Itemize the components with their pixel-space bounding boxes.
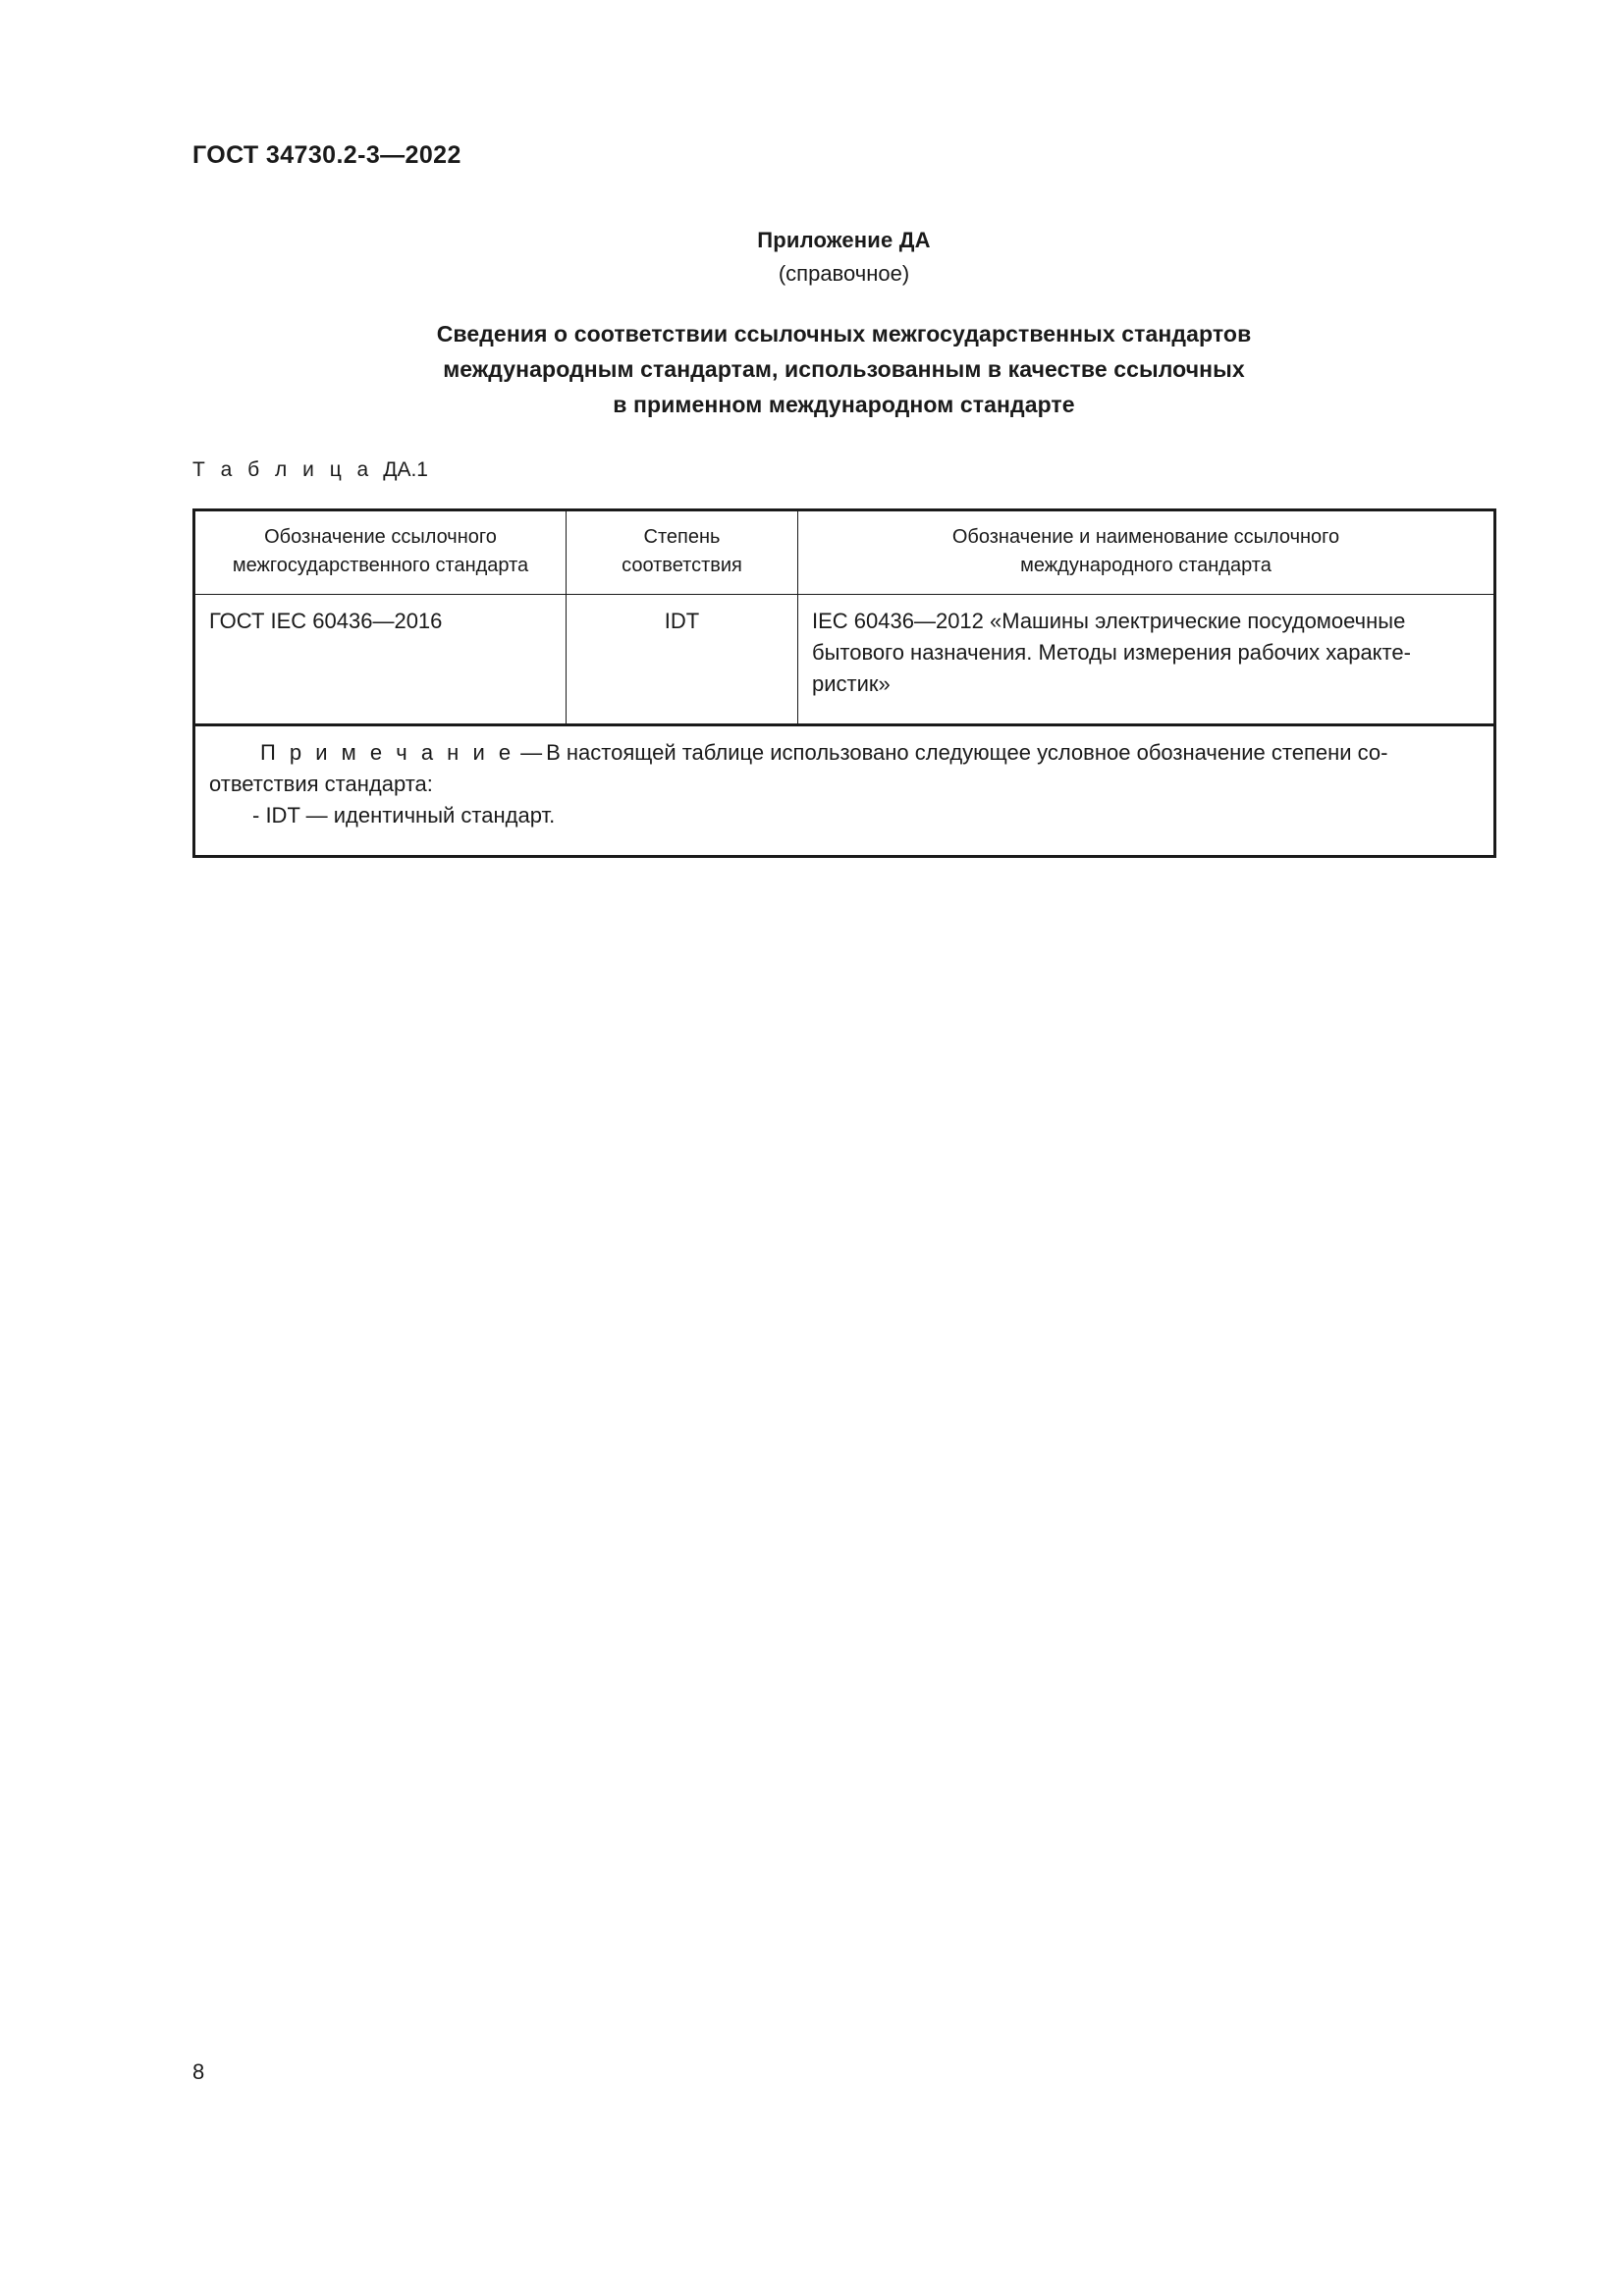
- cell-conformity-degree: IDT: [567, 595, 798, 725]
- table-note-row: [194, 725, 1495, 857]
- annex-heading-block: [192, 224, 1495, 291]
- running-header: ГОСТ 34730.2-3—2022: [192, 141, 461, 169]
- column-header-reference-standard-line-1: Обозначение ссылочного: [264, 526, 497, 548]
- column-header-conformity-degree-line-2: соответствия: [622, 555, 742, 576]
- column-header-conformity-degree-line-1: Степень: [643, 526, 721, 548]
- column-header-conformity-degree: [567, 510, 798, 595]
- annex-description-line-1: Сведения о соответствии ссылочных межгосударственных стандартов: [436, 321, 1252, 347]
- annex-description: [192, 316, 1495, 422]
- table-note: [194, 725, 1495, 857]
- annex-subtitle: (справочное): [778, 261, 910, 286]
- column-header-international-standard-line-2: международного стандарта: [1020, 555, 1272, 576]
- table-caption: [192, 458, 428, 482]
- cell-international-standard: [798, 595, 1495, 725]
- cell-international-standard-line-3: ристик»: [812, 671, 891, 696]
- table-caption-label: Т а б л и ц а: [192, 458, 374, 481]
- page-number: 8: [192, 2059, 205, 2084]
- annex-description-line-3: в применном международном стандарте: [613, 392, 1075, 417]
- table-header-row: [194, 510, 1495, 595]
- column-header-reference-standard-line-2: межгосударственного стандарта: [232, 555, 529, 576]
- annex-description-line-2: международным стандартам, использованным в качестве ссылочных: [443, 356, 1245, 382]
- table-note-line-1: В настоящей таблице использовано следующее условное обозначение степени со-: [546, 740, 1388, 765]
- reference-standards-table: [192, 508, 1496, 858]
- table-note-line-3: - IDT — идентичный стандарт.: [252, 803, 556, 828]
- cell-reference-standard: ГОСТ IEC 60436—2016: [194, 595, 567, 725]
- table-caption-number: ДА.1: [383, 458, 428, 481]
- column-header-reference-standard: [194, 510, 567, 595]
- column-header-international-standard-line-1: Обозначение и наименование ссылочного: [951, 526, 1340, 548]
- table-note-dash: —: [520, 740, 543, 765]
- table-body: [194, 595, 1495, 857]
- table-note-line-2: ответствия стандарта:: [209, 772, 433, 796]
- table-note-lead: П р и м е ч а н и е: [260, 740, 515, 765]
- cell-international-standard-line-1: IEC 60436—2012 «Машины электрические посудомоечные: [812, 609, 1406, 633]
- table-note-first-line: [209, 737, 1480, 769]
- column-header-international-standard: [798, 510, 1495, 595]
- annex-title: Приложение ДА: [757, 228, 931, 252]
- table-head: [194, 510, 1495, 595]
- table-row: [194, 595, 1495, 725]
- cell-international-standard-line-2: бытового назначения. Методы измерения рабочих характе-: [812, 640, 1411, 665]
